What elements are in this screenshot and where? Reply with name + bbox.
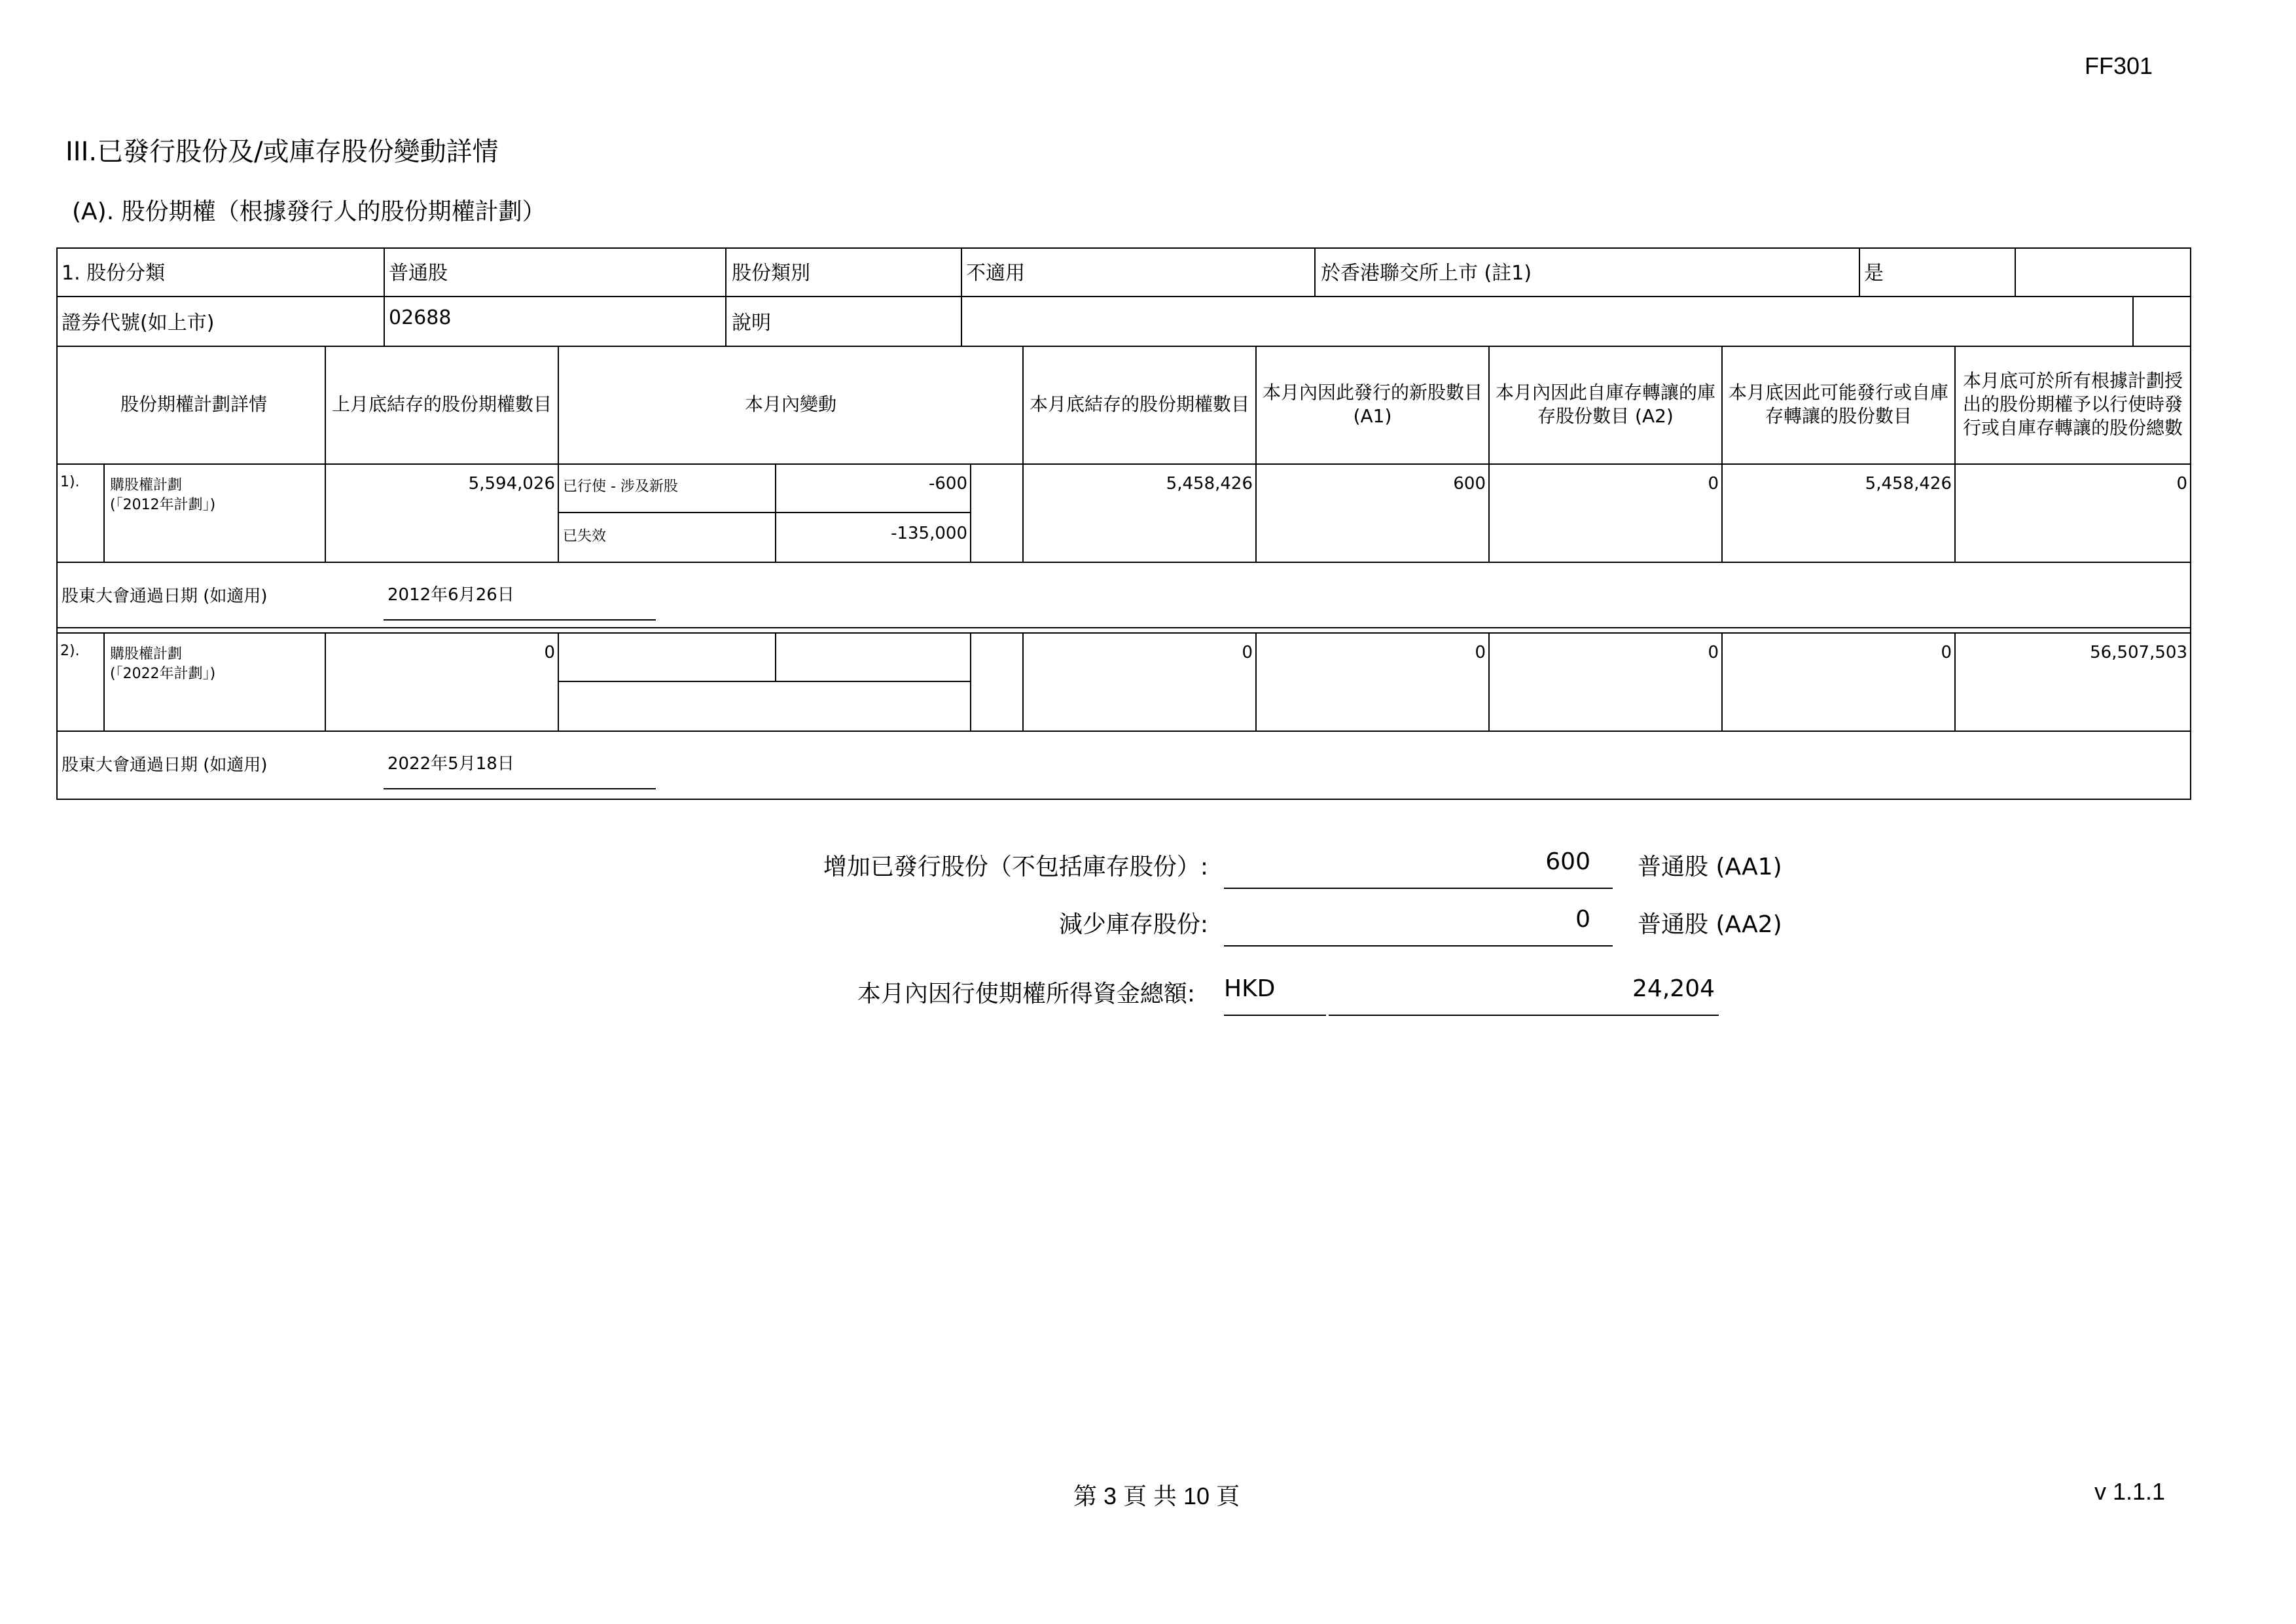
decrease-value: 0 <box>1575 906 1590 933</box>
scheme-2-prev-balance: 0 <box>544 643 555 662</box>
col-total-issuable: 本月底可於所有根據計劃授出的股份期權予以行使時發行或自庫存轉讓的股份總數 <box>1962 370 2183 439</box>
col-treasury-transfer: 本月內因此自庫存轉讓的庫存股份數目 (A2) <box>1495 382 1715 427</box>
sub-title: (A). 股份期權（根據發行人的股份期權計劃） <box>72 198 546 225</box>
scheme-2-index: 2). <box>60 643 80 659</box>
scheme-1-total-issuable: 0 <box>2176 474 2187 494</box>
scheme-2-agm-date: 2022年5月18日 <box>387 754 514 774</box>
scheme-2-closing-balance: 0 <box>1242 643 1253 662</box>
share-type-label: 股份類別 <box>732 262 810 285</box>
options-table <box>56 247 2191 800</box>
scheme-1-prev-balance: 5,594,026 <box>468 474 555 494</box>
col-movement: 本月內變動 <box>744 393 836 415</box>
scheme-1-possible-issue: 5,458,426 <box>1865 474 1952 494</box>
decrease-label: 減少庫存股份: <box>1058 911 1208 938</box>
share-class-value: 普通股 <box>389 262 448 285</box>
page-number: 第 3 頁 共 10 頁 <box>1073 1483 1240 1509</box>
col-new-shares: 本月內因此發行的新股數目 (A1) <box>1262 382 1482 427</box>
scheme-2-name: 購股權計劃 <box>110 646 183 662</box>
decrease-unit: 普通股 (AA2) <box>1638 911 1782 938</box>
scheme-1-treasury-transfer: 0 <box>1708 474 1719 494</box>
increase-label: 增加已發行股份（不包括庫存股份）: <box>823 854 1208 880</box>
increase-value: 600 <box>1545 848 1590 875</box>
scheme-2-name-line2: (「2022年計劃」) <box>110 666 216 682</box>
col-prev-balance: 上月底結存的股份期權數目 <box>331 393 552 415</box>
scheme-1-movement-2-label: 已失效 <box>563 528 607 545</box>
share-type-value: 不適用 <box>966 262 1025 285</box>
version-label: v 1.1.1 <box>2094 1478 2166 1505</box>
scheme-2-possible-issue: 0 <box>1941 643 1952 662</box>
form-code: FF301 <box>2085 52 2153 79</box>
share-class-label: 1. 股份分類 <box>62 262 166 285</box>
listed-value: 是 <box>1864 262 1884 285</box>
section-title: III.已發行股份及/或庫存股份變動詳情 <box>65 137 499 167</box>
stock-code-value: 02688 <box>389 306 452 329</box>
description-label: 說明 <box>732 312 771 334</box>
stock-code-label: 證券代號(如上市) <box>62 312 215 334</box>
scheme-1-new-shares: 600 <box>1453 474 1486 494</box>
funds-currency: HKD <box>1224 975 1276 1002</box>
scheme-1-name-line2: (「2012年計劃」) <box>110 497 216 513</box>
col-scheme: 股份期權計劃詳情 <box>120 393 267 415</box>
listed-label: 於香港聯交所上市 (註1) <box>1321 262 1532 285</box>
scheme-1-agm-label: 股東大會通過日期 (如適用) <box>62 586 268 606</box>
scheme-2-new-shares: 0 <box>1475 643 1486 662</box>
funds-value: 24,204 <box>1632 975 1715 1002</box>
scheme-1-name: 購股權計劃 <box>110 477 183 494</box>
scheme-1-agm-date: 2012年6月26日 <box>387 585 514 605</box>
col-possible-issue: 本月底因此可能發行或自庫存轉讓的股份數目 <box>1728 382 1948 427</box>
scheme-2-agm-label: 股東大會通過日期 (如適用) <box>62 755 268 775</box>
funds-label: 本月內因行使期權所得資金總額: <box>857 981 1195 1007</box>
scheme-1-movement-1-value: -600 <box>928 474 967 494</box>
scheme-1-movement-2-value: -135,000 <box>891 524 967 543</box>
scheme-2-total-issuable: 56,507,503 <box>2090 643 2187 662</box>
increase-unit: 普通股 (AA1) <box>1638 854 1782 880</box>
scheme-2-treasury-transfer: 0 <box>1708 643 1719 662</box>
scheme-1-closing-balance: 5,458,426 <box>1166 474 1253 494</box>
col-closing-balance: 本月底結存的股份期權數目 <box>1029 393 1249 415</box>
scheme-1-movement-1-label: 已行使 - 涉及新股 <box>563 478 678 495</box>
scheme-1-index: 1). <box>60 474 80 490</box>
